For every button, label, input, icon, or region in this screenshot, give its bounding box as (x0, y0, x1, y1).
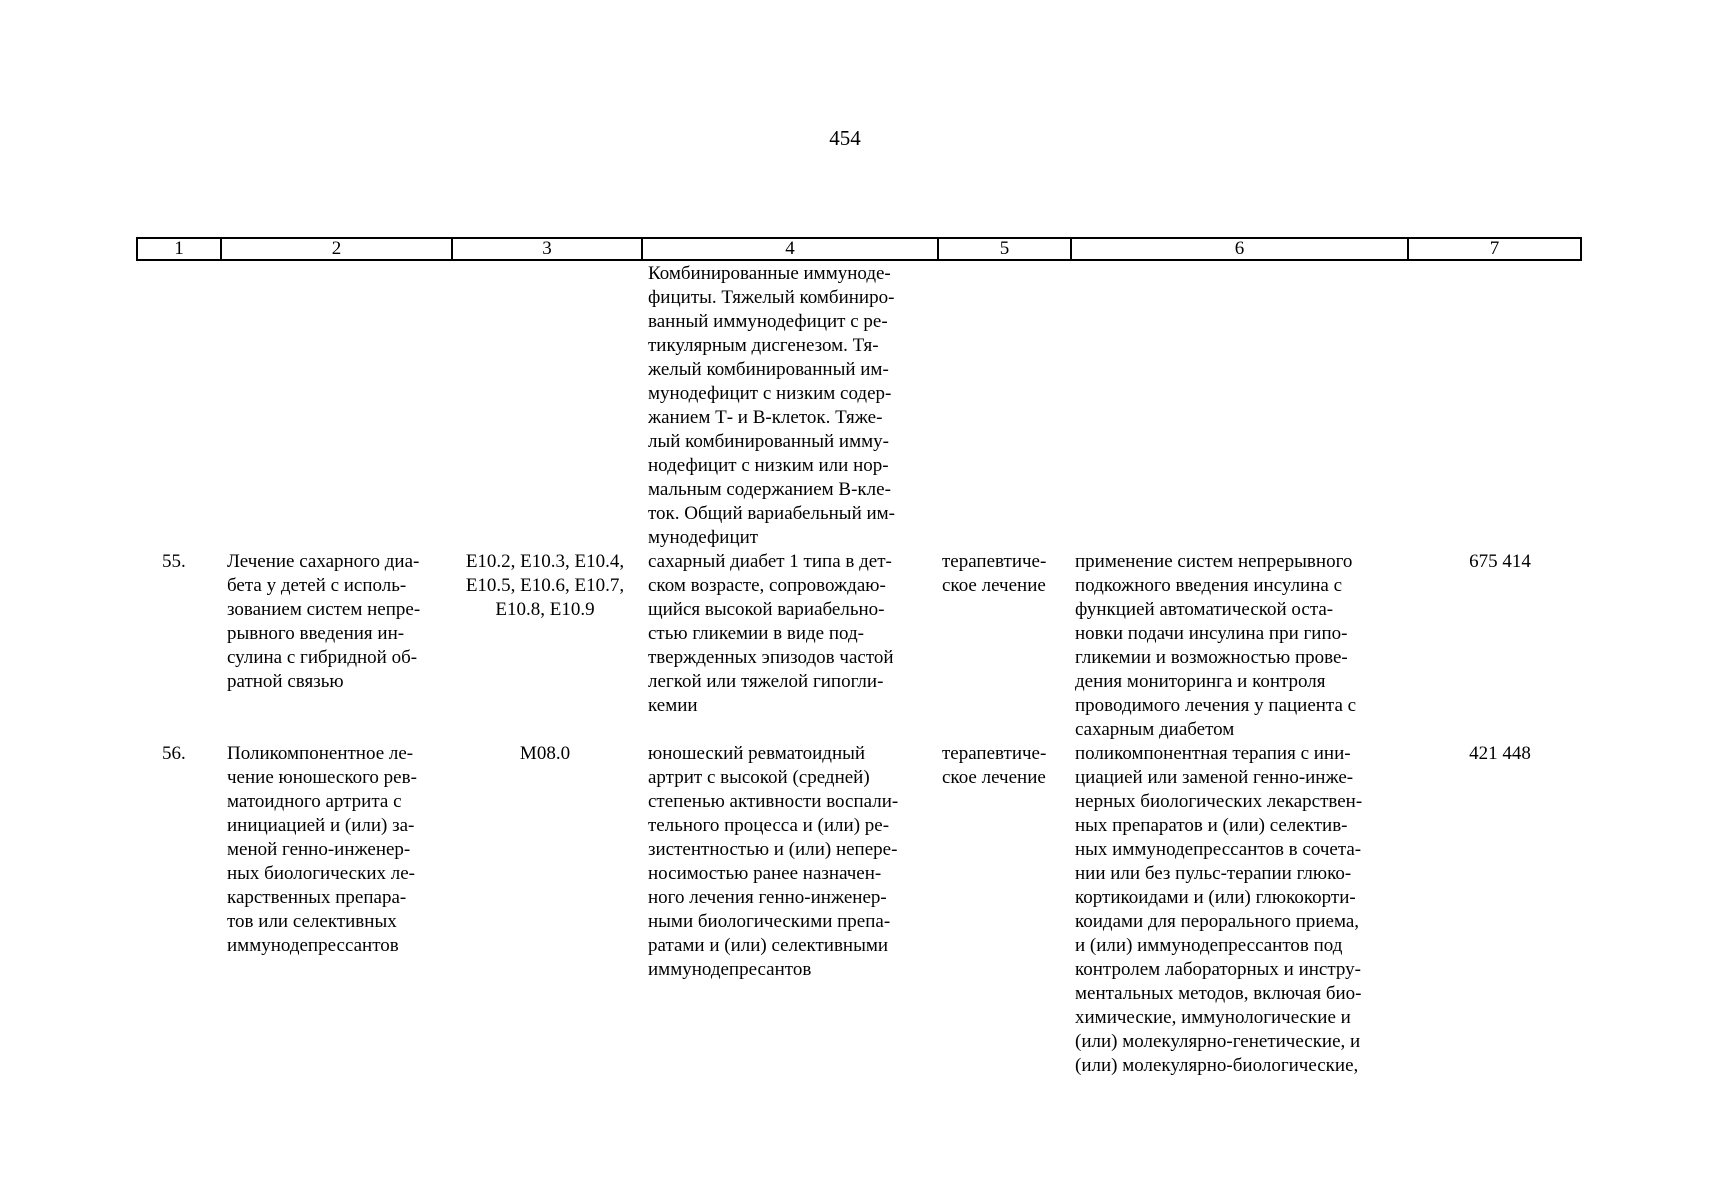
row-55-number: 55. (162, 551, 186, 572)
row-55-method: применение систем непрерывного подкожного введения инсулина с функцией автоматической оста- новки подачи инсулина при гипо- гликемии и возможностью прове- дения мониторинга и контроля проводимого лечения у пациента с сахарным диабетом (1075, 551, 1357, 740)
row-56-codes: M08.0 (519, 743, 571, 764)
row-56-treatment-type: терапевтиче- ское лечение (942, 743, 1047, 788)
row-56-method: поликомпонентная терапия с ини- циацией или заменой генно-инже- нерных биологических лекарствен- ных препаратов и (или) селектив- ных иммунодепрессантов в сочета- нии или без пульс-терапии глюко- кортикоидами и (или) глюкокорти- коидами для перорального приема, и (или) иммунодепрессантов под контролем лабораторных и инстру- ментальных методов, включая био- химические, иммунологические и (или) молекулярно-генетические, и (или) молекулярно-биологические, (1075, 743, 1363, 1076)
continuation-diagnosis: Комбинированные иммуноде- фициты. Тяжелый комбиниро- ванный иммунодефицит с ре- тикулярным дисгенезом. Тя- желый комбинированный им- мунодефицит с низким содер- жанием Т- и В-клеток. Тяже- лый комбинированный имму- нодефицит с низким или нор- мальным содержанием В-кле- ток. Общий вариабельный им- мунодефицит (648, 263, 896, 548)
row-56-number: 56. (162, 743, 186, 764)
row-55-treatment-type: терапевтиче- ское лечение (942, 551, 1047, 596)
row-56-diagnosis: юношеский ревматоидный артрит с высокой (средней) степенью активности воспали- тельного процесса и (или) ре- зистентностью и (или) непере- носимостью ранее назначен- ного лечения генно-инженер- ными биологическими препа- ратами и (или) селективными иммунодепресантов (648, 743, 899, 980)
column-number-2: 2 (222, 239, 453, 259)
column-number-6: 6 (1072, 239, 1409, 259)
column-number-1: 1 (138, 239, 222, 259)
page-number: 454 (829, 126, 861, 150)
column-number-5: 5 (939, 239, 1072, 259)
column-number-4: 4 (643, 239, 939, 259)
row-55-diagnosis: сахарный диабет 1 типа в дет- ском возрасте, сопровождаю- щийся высокой вариабельно- стью гликемии в виде под- твержденных эпизодов частой легкой или тяжелой гипогли- кемии (648, 551, 894, 716)
row-55-name: Лечение сахарного диа- бета у детей с исполь- зованием систем непре- рывного введения ин- сулина с гибридной об- ратной связью (227, 551, 421, 692)
row-55-cost: 675 414 (1469, 551, 1531, 572)
row-56-name: Поликомпонентное ле- чение юношеского рев- матоидного артрита с инициацией и (или) за- меной генно-инженер- ных биологических ле- карственных препара- тов или селективных иммунодепрессантов (227, 743, 417, 956)
table-column-header (136, 237, 1582, 261)
row-56-cost: 421 448 (1469, 743, 1531, 764)
column-number-7: 7 (1489, 238, 1500, 259)
column-number-3: 3 (453, 239, 643, 259)
row-55-codes: E10.2, E10.3, E10.4, E10.5, E10.6, E10.7, E10.8, E10.9 (465, 551, 625, 620)
